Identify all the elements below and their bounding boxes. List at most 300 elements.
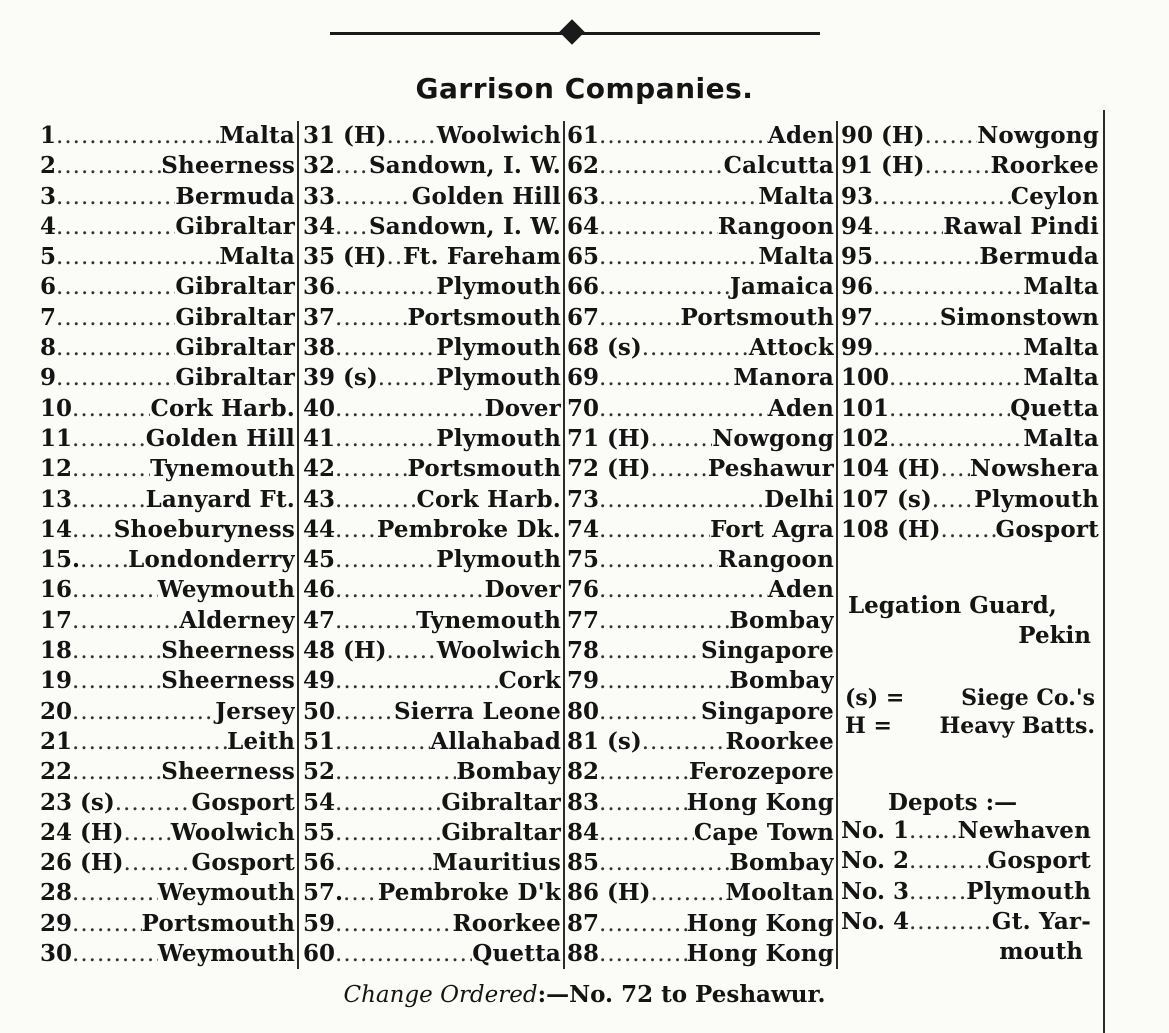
leader-dots — [72, 666, 161, 696]
company-number: 21 — [40, 727, 73, 755]
station-name: Plymouth — [436, 424, 561, 452]
leader-dots — [335, 454, 408, 484]
company-number: 40 — [303, 394, 336, 422]
legation-line-2: Pekin — [1018, 622, 1091, 649]
company-entry — [303, 727, 561, 757]
company-entry — [40, 878, 295, 908]
company-entry — [40, 939, 295, 969]
company-entry — [40, 848, 295, 878]
company-number: 20 — [40, 697, 73, 725]
leader-dots — [56, 242, 219, 272]
station-name: Bombay — [729, 667, 834, 695]
leader-dots — [599, 242, 758, 272]
company-number: 18 — [40, 637, 73, 665]
company-number: 102 — [841, 424, 890, 452]
station-name: Rawal Pindi — [943, 212, 1099, 240]
depot-number: No. 1 — [841, 817, 909, 844]
station-name: Shoeburyness — [113, 515, 295, 543]
company-number: 85 — [567, 849, 600, 877]
company-number: 65 — [567, 243, 600, 271]
leader-dots — [599, 212, 718, 242]
station-name: Sheerness — [161, 667, 295, 695]
company-entry — [40, 515, 295, 545]
company-entry — [303, 485, 561, 515]
leader-dots — [599, 151, 724, 181]
station-name: Portsmouth — [680, 303, 834, 331]
company-entry — [40, 394, 295, 424]
leader-dots — [599, 909, 687, 939]
company-number: 24 (H) — [40, 818, 124, 846]
company-entry — [841, 394, 1099, 424]
company-entry — [303, 697, 561, 727]
company-number: 17 — [40, 606, 73, 634]
company-entry — [841, 333, 1099, 363]
station-name: Gibraltar — [175, 212, 295, 240]
leader-dots — [642, 333, 749, 363]
company-number: 80 — [567, 697, 600, 725]
leader-dots — [335, 697, 394, 727]
station-name: Pembroke Dk. — [376, 515, 561, 543]
station-name: Alderney — [179, 606, 295, 634]
station-name: Allahabad — [430, 727, 561, 755]
station-name: Gosport — [191, 788, 295, 816]
company-number: 78 — [567, 637, 600, 665]
station-name: Jamaica — [729, 273, 834, 301]
company-entry — [841, 485, 1099, 515]
station-name: Nowgong — [712, 424, 834, 452]
station-name: Plymouth — [436, 546, 561, 574]
station-name: Malta — [1023, 364, 1099, 392]
station-name: Simonstown — [939, 303, 1099, 331]
company-column-3 — [567, 121, 834, 969]
company-entry — [567, 454, 834, 484]
station-name: Peshawur — [707, 455, 834, 483]
station-name: Dover — [484, 394, 561, 422]
company-entry — [303, 575, 561, 605]
company-entry — [303, 272, 561, 302]
station-name: Bombay — [729, 849, 834, 877]
station-name: Delhi — [764, 485, 834, 513]
company-entry — [841, 303, 1099, 333]
leader-dots — [599, 121, 768, 151]
leader-dots — [378, 363, 437, 393]
company-number: 71 (H) — [567, 424, 651, 452]
station-name: Leith — [227, 727, 295, 755]
station-name: Bombay — [729, 606, 834, 634]
leader-dots — [56, 182, 175, 212]
company-entry — [303, 424, 561, 454]
company-number: 79 — [567, 667, 600, 695]
company-number: 60 — [303, 940, 336, 968]
company-number: 4 — [40, 212, 57, 240]
company-entry — [40, 424, 295, 454]
company-entry — [303, 121, 561, 151]
station-name: Pembroke D'k — [377, 879, 561, 907]
company-entry — [567, 151, 834, 181]
column-divider — [836, 121, 838, 969]
company-number: 77 — [567, 606, 600, 634]
company-number: 75 — [567, 546, 600, 574]
company-number: 46 — [303, 576, 336, 604]
station-name: Ft. Fareham — [403, 243, 561, 271]
company-number: 29 — [40, 909, 73, 937]
company-entry — [40, 666, 295, 696]
company-entry — [567, 939, 834, 969]
leader-dots — [599, 788, 687, 818]
company-entry — [303, 606, 561, 636]
station-name: Gosport — [995, 515, 1099, 543]
company-number: 86 (H) — [567, 879, 651, 907]
depot-number: No. 4 — [841, 907, 909, 935]
company-number: 84 — [567, 818, 600, 846]
leader-dots — [335, 394, 485, 424]
station-name: Gibraltar — [175, 303, 295, 331]
leader-dots — [599, 848, 729, 878]
company-entry — [567, 182, 834, 212]
depot-location: Gt. Yar- — [991, 907, 1091, 935]
leader-dots — [873, 242, 979, 272]
company-entry — [567, 515, 834, 545]
depot-continuation: mouth — [999, 938, 1083, 966]
company-number: 68 (s) — [567, 334, 642, 362]
key-meaning: Siege Co.'s — [961, 685, 1095, 711]
station-name: Sandown, I. W. — [368, 212, 561, 240]
company-entry — [40, 636, 295, 666]
leader-dots — [335, 151, 369, 181]
company-entry — [567, 272, 834, 302]
leader-dots — [72, 394, 150, 424]
company-entry — [841, 212, 1099, 242]
key-meaning: Heavy Batts. — [939, 713, 1095, 739]
leader-dots — [56, 121, 219, 151]
station-name: Golden Hill — [411, 182, 561, 210]
depot-location: Newhaven — [957, 817, 1091, 844]
station-name: Woolwich — [436, 637, 561, 665]
key-symbol: H = — [845, 713, 892, 739]
company-entry — [40, 182, 295, 212]
leader-dots — [909, 816, 958, 846]
company-number: 8 — [40, 334, 57, 362]
station-name: Gibraltar — [175, 334, 295, 362]
company-number: 64 — [567, 212, 600, 240]
company-entry — [567, 788, 834, 818]
company-entry — [303, 666, 561, 696]
leader-dots — [72, 575, 158, 605]
company-number: 76 — [567, 576, 600, 604]
leader-dots — [909, 877, 966, 907]
company-entry — [567, 485, 834, 515]
leader-dots — [56, 303, 175, 333]
station-name: Lanyard Ft. — [145, 485, 295, 513]
page-title: Garrison Companies. — [415, 72, 754, 105]
company-entry — [841, 272, 1099, 302]
station-name: Woolwich — [170, 818, 295, 846]
company-number: 44 — [303, 515, 336, 543]
company-entry — [40, 333, 295, 363]
station-name: Cape Town — [693, 818, 834, 846]
company-entry — [567, 697, 834, 727]
leader-dots — [56, 272, 175, 302]
column-divider — [563, 121, 565, 969]
leader-dots — [651, 424, 713, 454]
company-number: 82 — [567, 758, 600, 786]
company-entry — [567, 363, 834, 393]
company-entry — [567, 727, 834, 757]
station-name: Portsmouth — [141, 909, 295, 937]
station-name: Ferozepore — [688, 758, 834, 786]
company-number: 56 — [303, 849, 336, 877]
company-entry — [40, 606, 295, 636]
depot-number: No. 3 — [841, 877, 909, 905]
depots-heading: Depots :— — [888, 789, 1018, 816]
company-number: 28 — [40, 879, 73, 907]
company-entry — [567, 121, 834, 151]
leader-dots — [873, 333, 1023, 363]
station-name: Roorkee — [452, 909, 561, 937]
station-name: Plymouth — [436, 334, 561, 362]
leader-dots — [335, 303, 408, 333]
company-entry — [567, 878, 834, 908]
company-entry — [40, 303, 295, 333]
leader-dots — [335, 545, 436, 575]
leader-dots — [909, 846, 988, 876]
company-entry — [841, 454, 1099, 484]
company-number: 87 — [567, 909, 600, 937]
leader-dots — [335, 606, 416, 636]
company-number: 23 (s) — [40, 788, 115, 816]
key-row — [845, 712, 1095, 740]
station-name: Hong Kong — [686, 788, 834, 816]
company-number: 93 — [841, 182, 874, 210]
depot-entry — [841, 846, 1091, 876]
company-number: 14 — [40, 515, 73, 543]
leader-dots — [72, 424, 146, 454]
column-divider — [297, 121, 299, 969]
company-number: 67 — [567, 303, 600, 331]
leader-dots — [72, 454, 150, 484]
company-column-2 — [303, 121, 561, 969]
leader-dots — [335, 818, 441, 848]
station-name: Hong Kong — [686, 909, 834, 937]
leader-dots — [599, 485, 764, 515]
company-number: 63 — [567, 182, 600, 210]
station-name: Sheerness — [161, 758, 295, 786]
leader-dots — [909, 907, 992, 937]
company-number: 88 — [567, 940, 600, 968]
company-entry — [303, 818, 561, 848]
company-number: 7 — [40, 303, 57, 331]
company-number: 39 (s) — [303, 364, 378, 392]
leader-dots — [925, 121, 978, 151]
station-name: Quetta — [1010, 394, 1099, 422]
company-entry — [567, 242, 834, 272]
station-name: Sheerness — [161, 152, 295, 180]
company-number: 10 — [40, 394, 73, 422]
company-entry — [303, 363, 561, 393]
company-entry — [841, 424, 1099, 454]
leader-dots — [873, 303, 940, 333]
station-name: Malta — [219, 122, 295, 149]
company-number: 15. — [40, 546, 81, 574]
company-entry — [303, 394, 561, 424]
station-name: Cork Harb. — [150, 394, 295, 422]
company-number: 33 — [303, 182, 336, 210]
station-name: Malta — [1023, 334, 1099, 362]
company-entry — [303, 515, 561, 545]
leader-dots — [335, 212, 369, 242]
company-number: 55 — [303, 818, 336, 846]
company-number: 1 — [40, 122, 57, 149]
company-column-4 — [841, 121, 1099, 545]
station-name: Sheerness — [161, 637, 295, 665]
leader-dots — [599, 515, 710, 545]
leader-dots — [72, 515, 114, 545]
leader-dots — [599, 818, 694, 848]
leader-dots — [873, 212, 943, 242]
leader-dots — [599, 303, 681, 333]
leader-dots — [335, 939, 472, 969]
company-entry — [40, 485, 295, 515]
station-name: Cork — [498, 667, 561, 695]
company-number: 107 (s) — [841, 485, 932, 513]
leader-dots — [599, 394, 768, 424]
leader-dots — [599, 363, 733, 393]
company-entry — [567, 909, 834, 939]
leader-dots — [124, 818, 171, 848]
company-entry — [40, 909, 295, 939]
company-number: 50 — [303, 697, 336, 725]
company-number: 35 (H) — [303, 243, 387, 271]
station-name: Ceylon — [1010, 182, 1099, 210]
leader-dots — [651, 454, 708, 484]
company-entry — [40, 454, 295, 484]
leader-dots — [72, 909, 142, 939]
company-number: 2 — [40, 152, 57, 180]
station-name: Malta — [1023, 424, 1099, 452]
company-entry — [40, 575, 295, 605]
station-name: Bermuda — [979, 243, 1099, 271]
station-name: Fort Agra — [710, 515, 834, 543]
leader-dots — [889, 363, 1023, 393]
leader-dots — [115, 788, 192, 818]
station-name: Attock — [748, 334, 834, 362]
leader-dots — [124, 848, 192, 878]
station-name: Quetta — [472, 940, 561, 968]
company-number: 3 — [40, 182, 57, 210]
leader-dots — [72, 636, 161, 666]
station-name: Roorkee — [725, 727, 834, 755]
station-name: Bermuda — [175, 182, 295, 210]
footer-label: Change Ordered — [343, 982, 538, 1008]
station-name: Bombay — [456, 758, 561, 786]
station-name: Londonderry — [128, 546, 295, 574]
station-name: Gibraltar — [441, 788, 561, 816]
company-entry — [303, 454, 561, 484]
company-entry — [567, 757, 834, 787]
station-name: Mooltan — [725, 879, 834, 907]
leader-dots — [56, 363, 175, 393]
company-entry — [40, 151, 295, 181]
company-entry — [303, 878, 561, 908]
station-name: Rangoon — [717, 546, 834, 574]
company-number: 57. — [303, 879, 344, 907]
station-name: Portsmouth — [407, 303, 561, 331]
station-name: Tynemouth — [416, 606, 561, 634]
leader-dots — [941, 515, 996, 545]
company-number: 43 — [303, 485, 336, 513]
footer-text: :—No. 72 to Peshawur. — [537, 981, 826, 1008]
company-entry — [567, 424, 834, 454]
company-entry — [567, 333, 834, 363]
company-entry — [841, 151, 1099, 181]
company-number: 36 — [303, 273, 336, 301]
station-name: Aden — [767, 394, 834, 422]
station-name: Portsmouth — [407, 455, 561, 483]
leader-dots — [651, 878, 726, 908]
company-entry — [303, 151, 561, 181]
company-entry — [303, 848, 561, 878]
leader-dots — [335, 727, 430, 757]
company-number: 49 — [303, 667, 336, 695]
company-number: 19 — [40, 667, 73, 695]
station-name: Tynemouth — [150, 455, 295, 483]
leader-dots — [873, 272, 1023, 302]
company-entry — [303, 212, 561, 242]
company-number: 32 — [303, 152, 336, 180]
station-name: Gosport — [191, 849, 295, 877]
company-number: 38 — [303, 334, 336, 362]
company-number: 59 — [303, 909, 336, 937]
company-number: 42 — [303, 455, 336, 483]
station-name: Sierra Leone — [393, 697, 561, 725]
legation-line-1: Legation Guard, — [848, 592, 1057, 619]
company-number: 72 (H) — [567, 455, 651, 483]
leader-dots — [873, 182, 1011, 212]
leader-dots — [387, 636, 437, 666]
company-number: 73 — [567, 485, 600, 513]
diamond-ornament-icon — [559, 19, 584, 44]
station-name: Sandown, I. W. — [368, 152, 561, 180]
station-name: Cork Harb. — [416, 485, 561, 513]
company-number: 34 — [303, 212, 336, 240]
company-number: 52 — [303, 758, 336, 786]
leader-dots — [335, 485, 416, 515]
station-name: Gibraltar — [175, 273, 295, 301]
company-number: 108 (H) — [841, 515, 941, 543]
company-number: 94 — [841, 212, 874, 240]
company-entry — [303, 909, 561, 939]
key-row — [845, 684, 1095, 712]
leader-dots — [72, 878, 158, 908]
company-number: 62 — [567, 152, 600, 180]
company-entry — [303, 757, 561, 787]
depot-entry — [841, 877, 1091, 907]
leader-dots — [599, 757, 689, 787]
leader-dots — [335, 515, 377, 545]
company-entry — [841, 515, 1099, 545]
station-name: Gibraltar — [441, 818, 561, 846]
depots-list — [841, 816, 1091, 967]
company-number: 66 — [567, 273, 600, 301]
leader-dots — [72, 606, 179, 636]
leader-dots — [599, 939, 687, 969]
station-name: Dover — [484, 576, 561, 604]
leader-dots — [599, 182, 758, 212]
company-entry — [567, 545, 834, 575]
leader-dots — [335, 272, 436, 302]
station-name: Hong Kong — [686, 940, 834, 968]
company-entry — [40, 757, 295, 787]
